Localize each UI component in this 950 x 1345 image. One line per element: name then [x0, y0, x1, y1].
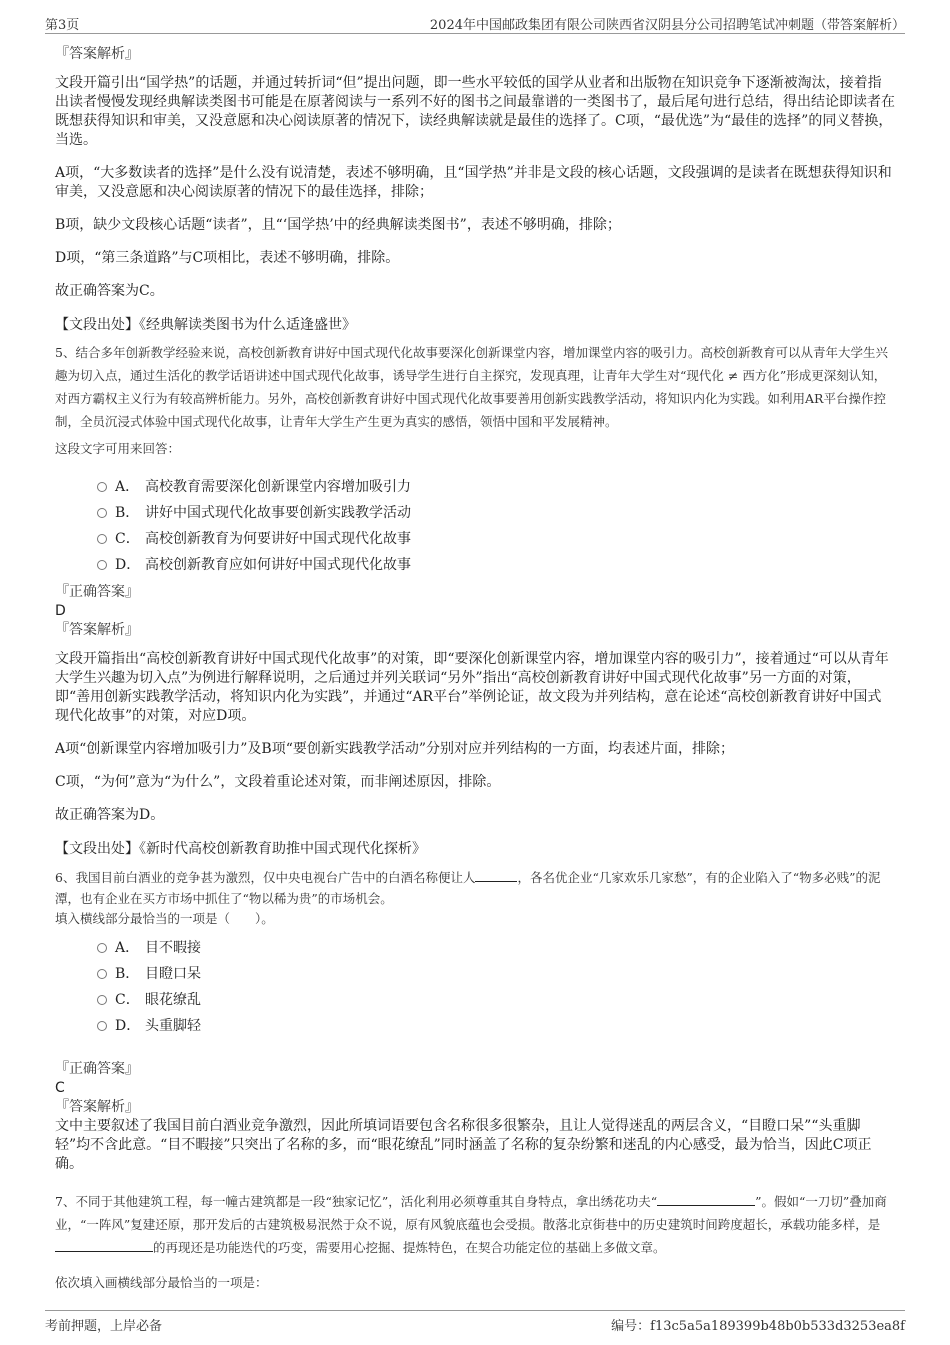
correct-answer: D — [55, 603, 66, 619]
analysis-text: 文段开篇引出“国学热”的话题，并通过转折词“但”提出问题，即一些水平较低的国学从业者和出版物在知识竞争下逐渐被淘汰，接着指出读者慢慢发现经典解读类图书可能是在原著阅读与一系列不好的图书之间最靠谱的一类图书了，最后尾句进行总结，得出结论即读者在既想获得知识和审美，又没意愿和决心阅读原著的情况下，读经典解读就是最佳的选择了。C项，“最优选”为“最佳的选择”的同义替换，当选。 — [55, 75, 895, 148]
answer-label: 『正确答案』 — [55, 584, 139, 600]
analysis-option-c: C项，“为何”意为“为什么”，文段着重论述对策，而非阐述原因，排除。 — [55, 774, 501, 790]
option-b[interactable]: B． 讲好中国式现代化故事要创新实践教学活动 — [97, 500, 895, 526]
analysis-label: 『答案解析』 — [55, 46, 139, 62]
document-serial: 编号：f13c5a5a189399b48b0b533d3253ea8f — [611, 1319, 905, 1334]
page-content — [55, 44, 895, 1294]
analysis-option-a: A项，“大多数读者的选择”是什么没有说清楚，表述不够明确，且“国学热”并非是文段的核心话题，文段强调的是读者在既想获得知识和审美，又没意愿和决心阅读原著的情况下的最佳选择，排除； — [55, 165, 892, 200]
radio-icon[interactable] — [97, 943, 107, 953]
question-7-stem: 7、不同于其他建筑工程，每一幢古建筑都是一段“独家记忆”，活化利用必须尊重其自身特点，拿出绣花功夫“ ”。假如“一刀切”叠加商业，“一阵风”复建还原，那开发后的古建筑极易泯然于众不说，原有风貌底蕴也会受损。散落北京街巷中的历史建筑时间跨度超长，承载功能多样，是的再现还是功能迭代的巧变，需要用心挖掘、提炼特色，在契合功能定位的基础上多做文章。 — [55, 1194, 887, 1255]
radio-icon[interactable] — [97, 1021, 107, 1031]
option-c[interactable]: C． 眼花缭乱 — [97, 987, 895, 1013]
radio-icon[interactable] — [97, 534, 107, 544]
radio-icon[interactable] — [97, 482, 107, 492]
question-7-prompt: 依次填入画横线部分最恰当的一项是： — [55, 1275, 268, 1290]
option-a[interactable]: A． 高校教育需要深化创新课堂内容增加吸引力 — [97, 474, 895, 500]
fill-blank — [475, 868, 517, 882]
question-5-stem: 5、结合多年创新教学经验来说，高校创新教育讲好中国式现代化故事要深化创新课堂内容，增加课堂内容的吸引力。高校创新教育可以从青年大学生兴趣为切入点，通过生活化的教学话语讲述中国式现代化故事，诱导学生进行自主探究，发现真理，让青年大学生对“现代化 ≠ 西方化”形成更深刻认知，对西方霸权主义行为有较高辨析能力。另外，高校创新教育讲好中国式现代化故事要善用创新实践教学活动，将知识内化为实践。如利用AR平台操作控制，全员沉浸式体验中国式现代化故事，让青年大学生产生更为真实的感悟，领悟中国和平发展精神。 — [55, 345, 888, 429]
answer-label: 『正确答案』 — [55, 1061, 139, 1077]
analysis-conclusion: 故正确答案为C。 — [55, 283, 164, 299]
analysis-text: 文中主要叙述了我国目前白酒业竞争激烈，因此所填词语要包含名称很多很繁杂，且让人觉得迷乱的两层含义，“目瞪口呆”“头重脚轻”均不含此意。“目不暇接”只突出了名称的多，而“眼花缭乱”同时涵盖了名称的复杂纷繁和迷乱的内心感受，最为恰当，因此C项正确。 — [55, 1118, 872, 1172]
question-6-options — [97, 935, 895, 1039]
passage-source: 【文段出处】《经典解读类图书为什么适逢盛世》 — [55, 317, 356, 333]
fill-blank — [657, 1192, 755, 1206]
document-title: 2024年中国邮政集团有限公司陕西省汉阴县分公司招聘笔试冲刺题（带答案解析） — [429, 18, 905, 33]
analysis-text: 文段开篇指出“高校创新教育讲好中国式现代化故事”的对策，即“要深化创新课堂内容，增加课堂内容的吸引力”，接着通过“可以从青年大学生兴趣为切入点”为例进行解释说明，之后通过并列关联词“另外”指出“高校创新教育讲好中国式现代化故事”另一方面的对策，即“善用创新实践教学活动，将知识内化为实践”，并通过“AR平台”举例论证，故文段为并列结构，意在论述“高校创新教育讲好中国式现代化故事”的对策，对应D项。 — [55, 651, 889, 724]
option-d[interactable]: D． 头重脚轻 — [97, 1013, 895, 1039]
page-number: 第3页 — [45, 18, 80, 33]
option-d[interactable]: D． 高校创新教育应如何讲好中国式现代化故事 — [97, 552, 895, 578]
correct-answer: C — [55, 1080, 65, 1096]
question-5-prompt: 这段文字可用来回答： — [55, 441, 181, 456]
radio-icon[interactable] — [97, 560, 107, 570]
question-6-prompt: 填入横线部分最恰当的一项是（ ）。 — [55, 911, 274, 926]
analysis-option-d: D项，“第三条道路”与C项相比，表述不够明确，排除。 — [55, 250, 400, 266]
analysis-option-b: B项，缺少文段核心话题“读者”，且“‘国学热’中的经典解读类图书”，表述不够明确，排除； — [55, 217, 621, 233]
fill-blank — [55, 1238, 153, 1252]
option-c[interactable]: C． 高校创新教育为何要讲好中国式现代化故事 — [97, 526, 895, 552]
option-a[interactable]: A． 目不暇接 — [97, 935, 895, 961]
page-header — [45, 10, 905, 34]
analysis-conclusion: 故正确答案为D。 — [55, 807, 165, 823]
page-footer — [45, 1310, 905, 1332]
footer-slogan: 考前押题，上岸必备 — [45, 1319, 163, 1334]
option-b[interactable]: B． 目瞪口呆 — [97, 961, 895, 987]
radio-icon[interactable] — [97, 995, 107, 1005]
radio-icon[interactable] — [97, 969, 107, 979]
radio-icon[interactable] — [97, 508, 107, 518]
analysis-option-ab: A项“创新课堂内容增加吸引力”及B项“要创新实践教学活动”分别对应并列结构的一方面，均表述片面，排除； — [55, 741, 735, 757]
analysis-label: 『答案解析』 — [55, 622, 139, 638]
question-6-stem: 6、我国目前白酒业的竞争甚为激烈，仅中央电视台广告中的白酒名称便让人 ，各名优企业“几家欢乐几家愁”，有的企业陷入了“物多必贱”的泥潭，也有企业在买方市场中抓住了“物以稀为贵”的市场机会。 — [55, 870, 881, 906]
analysis-label: 『答案解析』 — [55, 1099, 139, 1115]
question-5-options — [97, 474, 895, 578]
passage-source: 【文段出处】《新时代高校创新教育助推中国式现代化探析》 — [55, 841, 426, 857]
